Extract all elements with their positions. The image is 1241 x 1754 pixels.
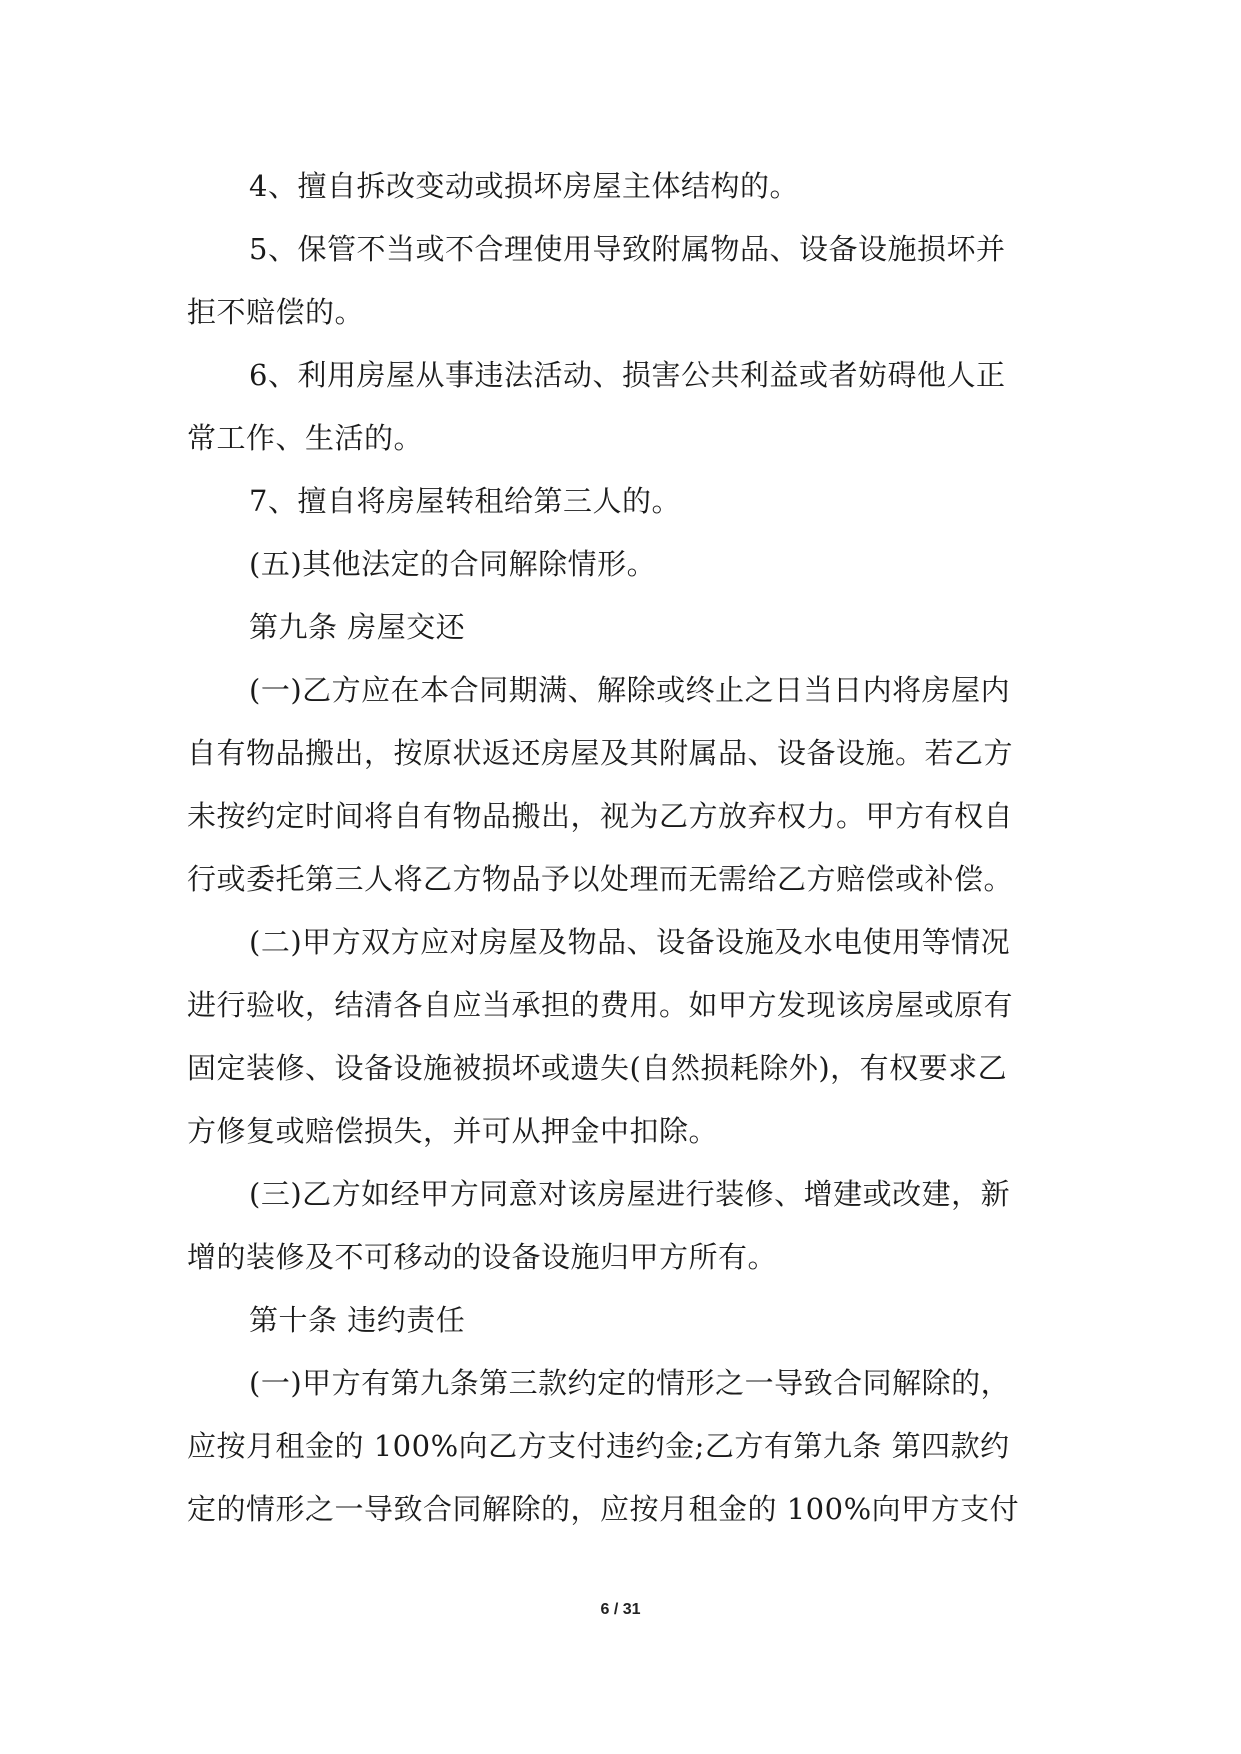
- paragraph-line: 行或委托第三人将乙方物品予以处理而无需给乙方赔偿或补偿。: [187, 862, 1014, 896]
- paragraph: [187, 1289, 1067, 1352]
- paragraph: [187, 470, 1067, 533]
- paragraph-line: (一)甲方有第九条第三款约定的情形之一导致合同解除的，: [249, 1366, 1011, 1400]
- paragraph-line: 自有物品搬出，按原状返还房屋及其附属品、设备设施。若乙方: [187, 736, 1014, 770]
- paragraph-line: 方修复或赔偿损失，并可从押金中扣除。: [187, 1114, 719, 1148]
- paragraph: [187, 1352, 1067, 1541]
- paragraph-line: 4、擅自拆改变动或损坏房屋主体结构的。: [249, 169, 799, 203]
- paragraph-line: 增的装修及不可移动的设备设施归甲方所有。: [187, 1240, 778, 1274]
- paragraph-line: (三)乙方如经甲方同意对该房屋进行装修、增建或改建，新: [249, 1177, 1011, 1211]
- paragraph: [187, 218, 1067, 344]
- page-number: 6 / 31: [600, 1601, 641, 1618]
- paragraph-line: 常工作、生活的。: [187, 421, 424, 455]
- paragraph: [187, 1163, 1067, 1289]
- paragraph: [187, 155, 1067, 218]
- paragraph-line: 7、擅自将房屋转租给第三人的。: [249, 484, 681, 518]
- paragraph-line: (二)甲方双方应对房屋及物品、设备设施及水电使用等情况: [249, 925, 1011, 959]
- paragraph-line: 未按约定时间将自有物品搬出，视为乙方放弃权力。甲方有权自: [187, 799, 1014, 833]
- paragraph-line: (一)乙方应在本合同期满、解除或终止之日当日内将房屋内: [249, 673, 1011, 707]
- paragraph: [187, 911, 1067, 1163]
- paragraph: [187, 596, 1067, 659]
- paragraph: [187, 344, 1067, 470]
- paragraph-line: 第九条 房屋交还: [249, 610, 466, 644]
- paragraph-line: 固定装修、设备设施被损坏或遗失(自然损耗除外)，有权要求乙: [187, 1051, 1008, 1085]
- paragraph-line: 6、利用房屋从事违法活动、损害公共利益或者妨碍他人正: [249, 358, 1006, 392]
- paragraph-line: (五)其他法定的合同解除情形。: [249, 547, 657, 581]
- paragraph-line: 拒不赔偿的。: [187, 295, 365, 329]
- document-body: [187, 155, 1067, 1541]
- paragraph: [187, 659, 1067, 911]
- paragraph-line: 定的情形之一导致合同解除的，应按月租金的 100%向甲方支付: [187, 1492, 1020, 1526]
- paragraph-line: 应按月租金的 100%向乙方支付违约金;乙方有第九条 第四款约: [187, 1429, 1010, 1463]
- paragraph: [187, 533, 1067, 596]
- paragraph-line: 5、保管不当或不合理使用导致附属物品、设备设施损坏并: [249, 232, 1006, 266]
- paragraph-line: 进行验收，结清各自应当承担的费用。如甲方发现该房屋或原有: [187, 988, 1014, 1022]
- paragraph-line: 第十条 违约责任: [249, 1303, 466, 1337]
